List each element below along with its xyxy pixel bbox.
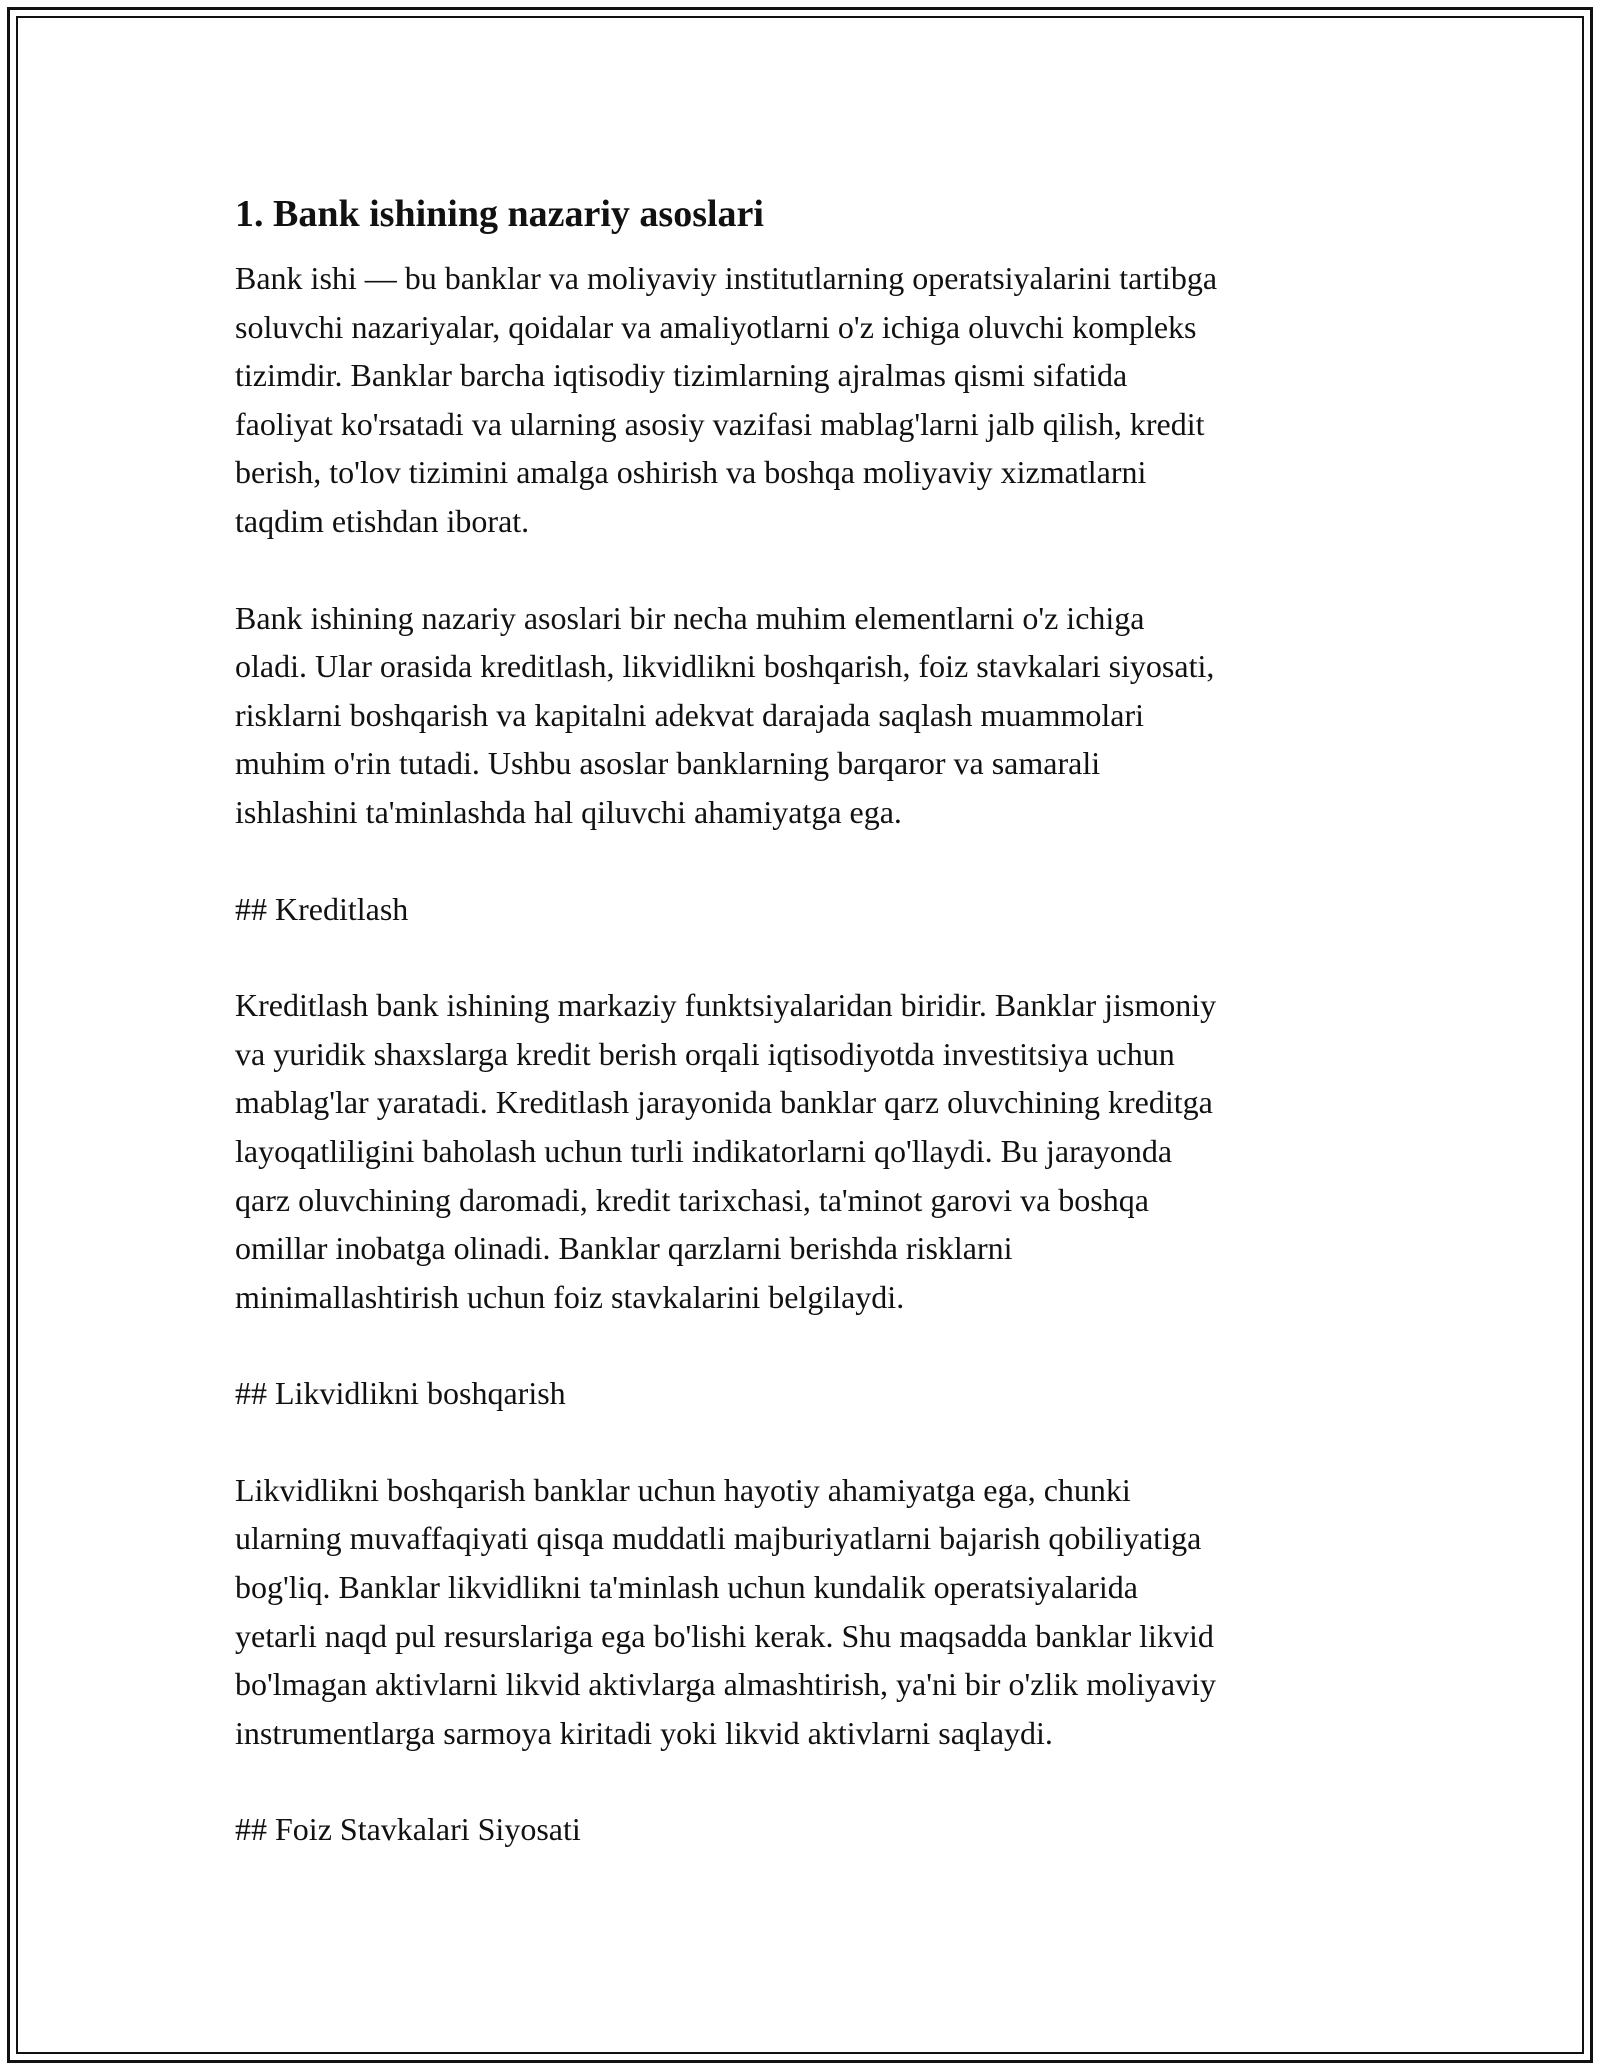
paragraph-line: qarz oluvchining daromadi, kredit tarixchasi, ta'minot garovi va boshqa xyxy=(235,1181,1149,1218)
paragraph-line: faoliyat ko'rsatadi va ularning asosiy vazifasi mablag'larni jalb qilish, kredit xyxy=(235,405,1205,442)
paragraph-line: Likvidlikni boshqarish banklar uchun hayotiy ahamiyatga ega, chunki xyxy=(235,1471,1131,1508)
paragraph-line: tizimdir. Banklar barcha iqtisodiy tizimlarning ajralmas qismi sifatida xyxy=(235,357,1128,394)
paragraph-likvidlik xyxy=(235,1466,1375,1758)
paragraph-line: oladi. Ular orasida kreditlash, likvidlikni boshqarish, foiz stavkalari siyosati, xyxy=(235,648,1215,685)
paragraph-line: bog'liq. Banklar likvidlikni ta'minlash uchun kundalik operatsiyalarida xyxy=(235,1569,1138,1606)
paragraph-theory xyxy=(235,594,1375,837)
section-heading-likvidlik: ## Likvidlikni boshqarish xyxy=(235,1375,566,1412)
page-title: 1. Bank ishining nazariy asoslari xyxy=(235,193,764,235)
paragraph-line: mablag'lar yaratadi. Kreditlash jarayonida banklar qarz oluvchining kreditga xyxy=(235,1084,1213,1121)
paragraph-line: omillar inobatga olinadi. Banklar qarzlarni berishda risklarni xyxy=(235,1230,1013,1267)
paragraph-line: minimallashtirish uchun foiz stavkalarini belgilaydi. xyxy=(235,1278,905,1315)
paragraph-line: Bank ishi — bu banklar va moliyaviy institutlarning operatsiyalarini tartibga xyxy=(235,260,1218,296)
paragraph-intro xyxy=(235,254,1375,546)
paragraph-line: soluvchi nazariyalar, qoidalar va amaliyotlarni o'z ichiga oluvchi kompleks xyxy=(235,308,1197,345)
paragraph-line: berish, to'lov tizimini amalga oshirish va boshqa moliyaviy xizmatlarni xyxy=(235,454,1147,491)
paragraph-line: risklarni boshqarish va kapitalni adekvat darajada saqlash muammolari xyxy=(235,696,1145,733)
paragraph-line: instrumentlarga sarmoya kiritadi yoki likvid aktivlarni saqlaydi. xyxy=(235,1714,1053,1751)
paragraph-line: yetarli naqd pul resurslariga ega bo'lishi kerak. Shu maqsadda banklar likvid xyxy=(235,1617,1214,1654)
paragraph-line: taqdim etishdan iborat. xyxy=(235,502,530,539)
paragraph-line: Bank ishining nazariy asoslari bir necha muhim elementlarni o'z ichiga xyxy=(235,599,1145,636)
paragraph-line: layoqatliligini baholash uchun turli indikatorlarni qo'llaydi. Bu jarayonda xyxy=(235,1132,1173,1169)
section-heading-kreditlash: ## Kreditlash xyxy=(235,890,409,927)
paragraph-line: ularning muvaffaqiyati qisqa muddatli majburiyatlarni bajarish qobiliyatiga xyxy=(235,1520,1202,1557)
document-body xyxy=(235,188,1375,1902)
paragraph-line: ishlashini ta'minlashda hal qiluvchi ahamiyatga ega. xyxy=(235,793,902,830)
paragraph-line: muhim o'rin tutadi. Ushbu asoslar banklarning barqaror va samarali xyxy=(235,745,1101,782)
paragraph-line: va yuridik shaxslarga kredit berish orqali iqtisodiyotda investitsiya uchun xyxy=(235,1035,1175,1072)
paragraph-line: bo'lmagan aktivlarni likvid aktivlarga almashtirish, ya'ni bir o'zlik moliyaviy xyxy=(235,1666,1216,1703)
paragraph-line: Kreditlash bank ishining markaziy funktsiyalaridan biridir. Banklar jismoniy xyxy=(235,987,1217,1024)
section-heading-foiz: ## Foiz Stavkalari Siyosati xyxy=(235,1811,581,1848)
paragraph-kreditlash xyxy=(235,981,1375,1321)
